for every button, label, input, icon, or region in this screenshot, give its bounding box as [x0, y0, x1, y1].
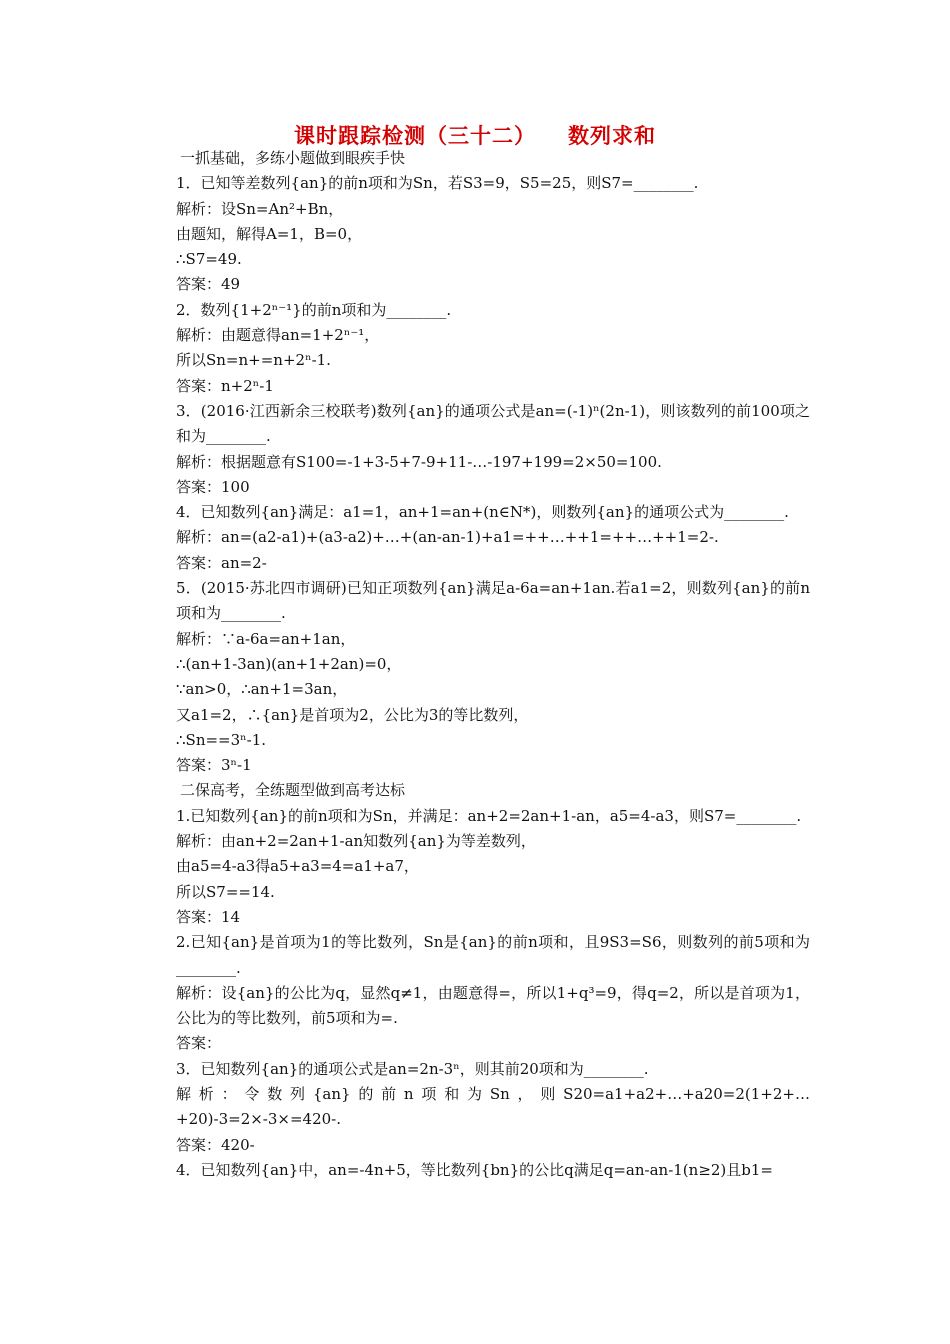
text-line-q1-a2: 由a5=4-a3得a5+a3=4=a1+a7， [176, 857, 419, 876]
text-line-p1-ans: 答案：49 [176, 275, 241, 294]
text-line-q2-a1: 解析：设{an}的公比为q，显然q≠1，由题意得=，所以1+q³=9，得q=2，所以是首项为1，公比为的等比数列，前5项和为=. [176, 983, 810, 1028]
text-line-p3-q: 3．(2016·江西新余三校联考)数列{an}的通项公式是an=(-1)ⁿ(2n-1)，则该数列的前100项之和为________. [176, 401, 810, 446]
text-line-p2-a1: 解析：由题意得an=1+2ⁿ⁻¹， [176, 326, 380, 345]
text-line-p4-a1: 解析：an=(a2-a1)+(a3-a2)+…+(an-an-1)+a1=++…++1=++…++1=2-. [176, 528, 719, 547]
text-line-q1-q: 1.已知数列{an}的前n项和为Sn，并满足：an+2=2an+1-an，a5=4-a3，则S7=________. [176, 806, 802, 825]
text-line-q1-a3: 所以S7==14. [176, 882, 275, 901]
text-line-q2-ans: 答案： [176, 1034, 222, 1053]
text-line-p5-a3: ∵an>0，∴an+1=3an， [176, 680, 348, 699]
text-line-q2-q: 2.已知{an}是首项为1的等比数列，Sn是{an}的前n项和，且9S3=S6，则数列的前5项和为________. [176, 933, 810, 977]
text-line-q3-a1: 解析：令数列{an}的前n项和为Sn，则S20=a1+a2+…+a20=2(1+2+…+20)-3=2×-3×=420-. [176, 1084, 810, 1129]
text-line-p2-ans: 答案：n+2ⁿ-1 [176, 376, 274, 395]
text-line-p3-ans: 答案：100 [176, 477, 250, 496]
document-body [146, 146, 810, 1183]
title-sub: 数列求和 [568, 124, 656, 148]
text-line-p3-a1: 解析：根据题意有S100=-1+3-5+7-9+11-…-197+199=2×50=100. [176, 452, 662, 471]
text-line-p1-q: 1．已知等差数列{an}的前n项和为Sn，若S3=9，S5=25，则S7=________. [176, 174, 699, 193]
text-line-p5-a4: 又a1=2，∴{an}是首项为2，公比为3的等比数列， [176, 705, 529, 724]
text-line-q3-ans: 答案：420- [176, 1135, 255, 1154]
text-line-p1-a2: 由题知，解得A=1，B=0， [176, 224, 363, 243]
text-line-s1-header: 一抓基础，多练小题做到眼疾手快 [180, 149, 406, 167]
text-line-q3-q: 3．已知数列{an}的通项公式是an=2n-3ⁿ，则其前20项和为________. [176, 1059, 649, 1078]
text-line-p5-ans: 答案：3ⁿ-1 [176, 756, 252, 775]
title-main: 课时跟踪检测（三十二） [294, 124, 536, 148]
text-line-q1-ans: 答案：14 [176, 907, 241, 926]
text-line-p2-a2: 所以Sn=n+=n+2ⁿ-1. [176, 351, 331, 370]
text-line-s2-header: 二保高考，全练题型做到高考达标 [180, 781, 406, 800]
text-line-p5-q: 5．(2015·苏北四市调研)已知正项数列{an}满足a-6a=an+1an.若a1=2，则数列{an}的前n项和为________. [176, 579, 810, 623]
text-line-q4-q: 4．已知数列{an}中，an=-4n+5，等比数列{bn}的公比q满足q=an-an-1(n≥2)且b1= [176, 1160, 773, 1179]
text-line-p1-a3: ∴S7=49. [176, 250, 242, 269]
text-line-q1-a1: 解析：由an+2=2an+1-an知数列{an}为等差数列， [176, 832, 536, 851]
text-line-p5-a2: ∴(an+1-3an)(an+1+2an)=0， [176, 654, 402, 673]
text-line-p5-a1: 解析：∵a-6a=an+1an， [176, 629, 356, 648]
text-line-p4-ans: 答案：an=2- [176, 553, 267, 572]
text-line-p1-a1: 解析：设Sn=An²+Bn， [176, 199, 344, 218]
text-line-p5-a5: ∴Sn==3ⁿ-1. [176, 730, 267, 749]
text-line-p4-q: 4．已知数列{an}满足：a1=1，an+1=an+(n∈N*)，则数列{an}的通项公式为________. [176, 503, 789, 522]
text-line-p2-q: 2．数列{1+2ⁿ⁻¹}的前n项和为________. [176, 300, 452, 319]
